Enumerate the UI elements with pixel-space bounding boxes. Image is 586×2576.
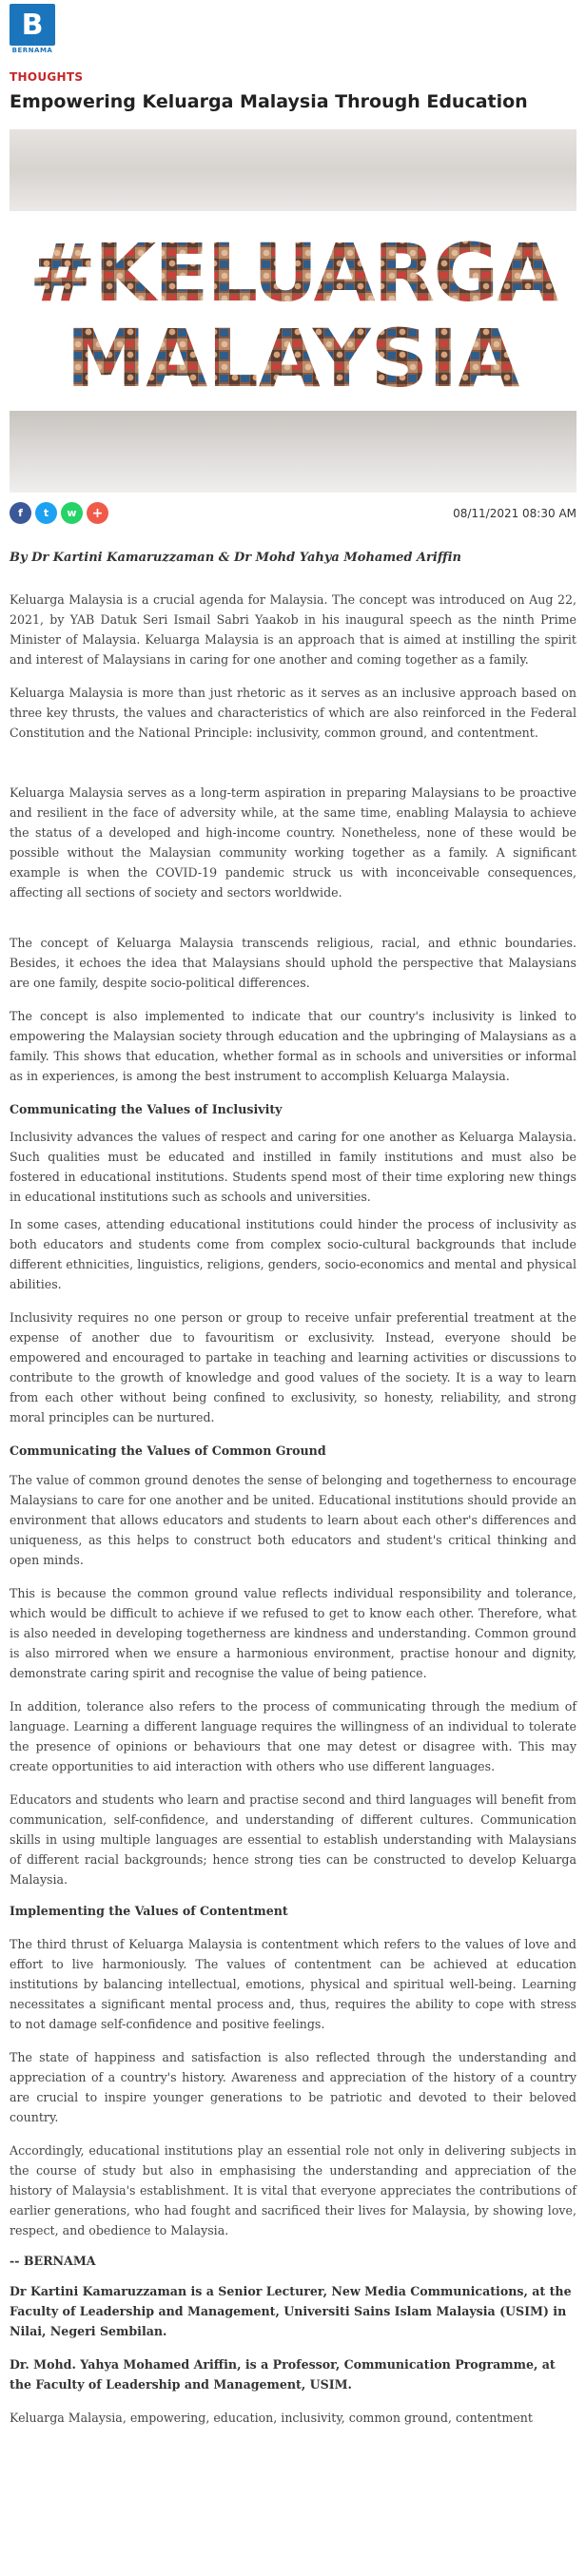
subheading: Communicating the Values of Inclusivity [10,1102,283,1116]
paragraph: Keluarga Malaysia is a crucial agenda for Malaysia. The concept was introduced on Aug 22, 2021, by YAB Datuk Seri Ismail Sabri Yaakob in his inaugural speech as the ninth Prime Minister of Malaysia. Keluarga Malaysia is an approach that is aimed at instilling the spirit and interest of Malaysians in caring for one another and coming together as a family. [10,592,576,667]
subheading: Implementing the Values of Contentment [10,1904,288,1918]
hero-band-top [10,129,576,211]
hero-line-1: #KELUARGA [29,226,557,320]
hero-image [10,129,576,493]
subheading: Communicating the Values of Common Ground [10,1443,326,1458]
author-bio: Dr Kartini Kamaruzzaman is a Senior Lecturer, New Media Communications, at the Faculty of Leadership and Management, Universiti Sains Islam Malaysia (USIM) in Nilai, Negeri Sembilan. [10,2284,572,2338]
bernama-logo[interactable] [10,4,55,57]
paragraph: Accordingly, educational institutions play an essential role not only in delivering subjects in the course of study but also in emphasising the understanding and appreciation of the history of Malaysia's establishment. It is vital that everyone appreciates the contributions of earlier generations, who had fought and sacrificed their lives for Malaysia, by showing love, respect, and obedience to Malaysia. [10,2143,576,2237]
logo-text: BERNAMA [11,47,53,54]
article-title: Empowering Keluarga Malaysia Through Education [10,91,528,112]
author-bio: Dr. Mohd. Yahya Mohamed Ariffin, is a Professor, Communication Programme, at the Faculty of Leadership and Management, USIM. [10,2357,556,2392]
source-credit: -- BERNAMA [10,2254,96,2268]
paragraph: Inclusivity requires no one person or group to receive unfair preferential treatment at the expense of another due to favouritism or exclusivity. Instead, everyone should be empowered and encouraged to partake in teaching and learning activities or discussions to contribute to the growth of knowledge and good values of the society. It is a way to learn from each other without being confined to exclusivity, so honesty, reliability, and strong moral principles can be nurtured. [10,1310,576,1424]
article-body [10,590,576,2240]
paragraph: This is because the common ground value reflects individual responsibility and tolerance, which would be difficult to achieve if we refused to get to know each other. Therefore, what is also needed in developing togetherness are kindness and understanding. Common ground is also mirrored when we ensure a harmonious environment, practise honour and dignity, demonstrate caring spirit and recognise the value of being patience. [10,1586,576,1680]
paragraph: The value of common ground denotes the sense of belonging and togetherness to encourage Malaysians to care for one another and be united. Educational institutions should provide an environment that allows educators and students to learn about each other's differences and uniqueness, as this helps to construct both educators and student's critical thinking and open minds. [10,1473,576,1567]
paragraph: In some cases, attending educational institutions could hinder the process of inclusivity as both educators and students come from complex socio-cultural backgrounds that include different ethnicities, linguistics, religions, genders, socio-economics and mental and physical abilities. [10,1217,576,1291]
hero-band-bottom [10,411,576,493]
more-share-icon[interactable]: + [87,502,108,524]
publish-date: 08/11/2021 08:30 AM [453,506,576,520]
paragraph: The concept of Keluarga Malaysia transcends religious, racial, and ethnic boundaries. Besides, it echoes the idea that Malaysians should uphold the perspective that Malaysians are one family, despite socio-political differences. [10,936,576,990]
section-label[interactable]: THOUGHTS [10,70,84,84]
share-buttons [10,502,108,524]
paragraph: The state of happiness and satisfaction is also reflected through the understanding and appreciation of a country's history. Awareness and appreciation of the history of a country are crucial to inspire younger generations to be patriotic and devoted to their beloved country. [10,2050,576,2124]
paragraph: Keluarga Malaysia is more than just rhetoric as it serves as an inclusive approach based on three key thrusts, the values and characteristics of which are also reinforced in the Federal Constitution and the National Principle: inclusivity, common ground, and contentment. [10,686,576,740]
logo-mark: B [10,4,55,46]
hero-graphic [10,224,576,405]
paragraph: Keluarga Malaysia serves as a long-term aspiration in preparing Malaysians to be proactive and resilient in the face of adversity while, at the same time, enabling Malaysia to achieve the status of a developed and high-income country. Nonetheless, none of these would be possible without the Malaysian community working together as a family. A significant example is when the COVID-19 pandemic struck us with inconceivable consequences, affecting all sections of society and sectors worldwide. [10,785,576,900]
share-row [10,502,576,524]
byline: By Dr Kartini Kamaruzzaman & Dr Mohd Yahya Mohamed Ariffin [10,551,461,565]
twitter-share-icon[interactable]: t [35,502,57,524]
hero-line-2: MALAYSIA [66,312,520,405]
article-tags[interactable]: Keluarga Malaysia, empowering, education, inclusivity, common ground, contentment [10,2411,533,2425]
facebook-share-icon[interactable]: f [10,502,31,524]
paragraph: Educators and students who learn and practise second and third languages will benefit from communication, self-confidence, and understanding of different cultures. Communication skills in using multiple languages are essential to establish understanding with Malaysians of different racial backgrounds; hence strong ties can be constructed to develop Keluarga Malaysia. [10,1792,576,1887]
whatsapp-share-icon[interactable]: w [61,502,83,524]
paragraph: In addition, tolerance also refers to the process of communicating through the medium of language. Learning a different language requires the willingness of an individual to tolerate the presence of opinions or behaviours that one may detest or disagree with. This may create opportunities to aid interaction with others who use different languages. [10,1699,576,1773]
paragraph: The concept is also implemented to indicate that our country's inclusivity is linked to empowering the Malaysian society through education and the upbringing of Malaysians as a family. This shows that education, whether formal as in schools and universities or informal as in experiences, is among the best instrument to accomplish Keluarga Malaysia. [10,1009,576,1083]
paragraph: The third thrust of Keluarga Malaysia is contentment which refers to the values of love and effort to live harmoniously. The values of contentment can be achieved at education institutions by balancing intellectual, emotions, physical and spiritual well-being. Learning necessitates a significant mental process and, thus, requires the ability to cope with stress to not damage self-confidence and positive feelings. [10,1937,576,2031]
page [0,4,586,2428]
paragraph: Inclusivity advances the values of respect and caring for one another as Keluarga Malaysia. Such qualities must be educated and instilled in family institutions and must also be fostered in educational institutions. Students spend most of their time exploring new things in educational institutions such as schools and universities. [10,1130,576,1204]
